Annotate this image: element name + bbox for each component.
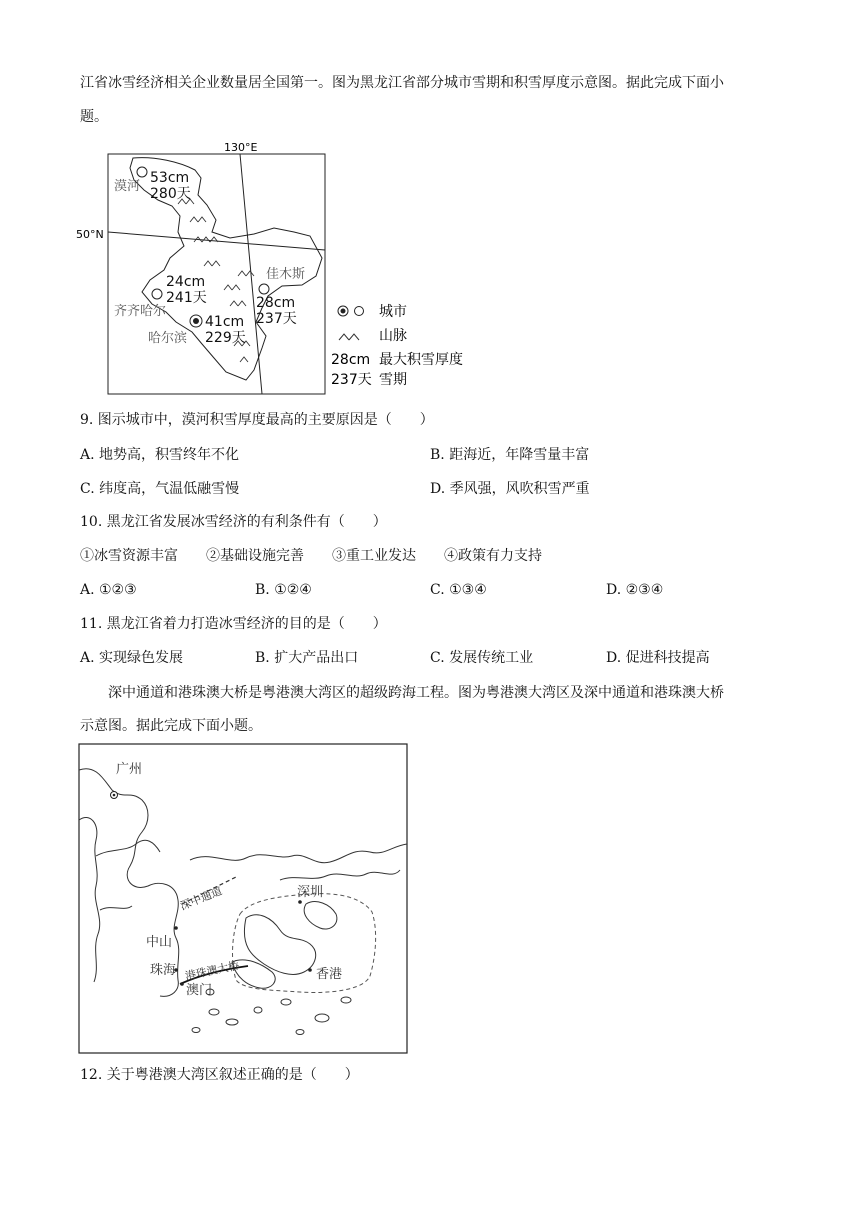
map-frame: [79, 744, 407, 1053]
option-b: B. 扩大产品出口: [255, 650, 359, 666]
legend-days-label: 雪期: [379, 372, 407, 388]
option-c: C. ①③④: [430, 582, 487, 598]
legend-depth-label: 最大积雪厚度: [379, 352, 463, 368]
city-days: 229天: [205, 330, 246, 346]
longitude-label: 130°E: [224, 141, 258, 154]
city-label-macau: 澳门: [186, 983, 213, 998]
city-label-zhuhai: 珠海: [150, 963, 177, 978]
city-name: 漠河: [114, 179, 141, 194]
option-d: D. ②③④: [606, 582, 664, 598]
legend-depth-example: 28cm: [331, 352, 371, 368]
question-stem: 9. 图示城市中，漠河积雪厚度最高的主要原因是（ ）: [80, 412, 434, 428]
city-name: 佳木斯: [266, 267, 306, 282]
hzmb-label: 港珠澳大桥: [183, 958, 241, 983]
city-days: 241天: [166, 290, 207, 306]
city-marker-macau: [180, 982, 184, 986]
city-days: 280天: [150, 186, 191, 202]
city-marker-hongkong: [308, 968, 312, 972]
intro-text-line: 题。: [80, 109, 108, 125]
question-stem: 10. 黑龙江省发展冰雪经济的有利条件有（ ）: [80, 514, 387, 530]
hk-islands: [304, 902, 337, 929]
intro-text-line: 深中通道和港珠澳大桥是粤港澳大湾区的超级跨海工程。图为粤港澳大湾区及深中通道和港珠澳大桥: [108, 685, 724, 701]
option-a: A. 地势高，积雪终年不化: [80, 447, 240, 463]
legend-days-example: 237天: [331, 372, 372, 388]
city-depth: 28cm: [256, 295, 296, 311]
intro-text-line: 示意图。据此完成下面小题。: [80, 718, 262, 734]
river-channel: [96, 840, 160, 856]
latitude-label: 50°N: [76, 228, 104, 241]
city-marker-shenzhen: [298, 900, 302, 904]
river-channel: [79, 817, 100, 982]
option-b: B. ①②④: [255, 582, 312, 598]
city-days: 237天: [256, 311, 297, 327]
legend-city-label: 城市: [379, 304, 407, 320]
option-d: D. 促进科技提高: [606, 650, 710, 666]
option-d: D. 季风强，风吹积雪严重: [430, 481, 590, 497]
question-items: ①冰雪资源丰富 ②基础设施完善 ③重工业发达 ④政策有力支持: [80, 548, 542, 564]
legend-mountain-label: 山脉: [379, 328, 407, 344]
east-coast: [190, 844, 407, 863]
city-name: 哈尔滨: [148, 331, 188, 346]
shenzhong-label: 深中通道: [178, 884, 224, 913]
city-name: 齐齐哈尔: [114, 304, 167, 319]
river-channel: [100, 906, 132, 910]
city-label-hongkong: 香港: [316, 967, 343, 982]
city-marker-zhongshan: [174, 926, 178, 930]
question-stem: 11. 黑龙江省着力打造冰雪经济的目的是（ ）: [80, 616, 387, 632]
hk-islands: [244, 915, 315, 975]
city-label-shenzhen: 深圳: [297, 885, 324, 900]
option-c: C. 发展传统工业: [430, 650, 534, 666]
city-depth: 24cm: [166, 274, 206, 290]
city-label-guangzhou: 广州: [116, 762, 143, 777]
option-b: B. 距海近，年降雪量丰富: [430, 447, 590, 463]
question-stem: 12. 关于粤港澳大湾区叙述正确的是（ ）: [80, 1067, 359, 1083]
option-a: A. ①②③: [80, 582, 137, 598]
city-label-zhongshan: 中山: [146, 935, 173, 950]
east-coast: [280, 870, 400, 880]
option-c: C. 纬度高，气温低融雪慢: [80, 481, 240, 497]
city-depth: 53cm: [150, 170, 190, 186]
option-a: A. 实现绿色发展: [80, 650, 184, 666]
city-depth: 41cm: [205, 314, 245, 330]
intro-text-line: 江省冰雪经济相关企业数量居全国第一。图为黑龙江省部分城市雪期和积雪厚度示意图。据此完成下面小: [80, 75, 724, 91]
